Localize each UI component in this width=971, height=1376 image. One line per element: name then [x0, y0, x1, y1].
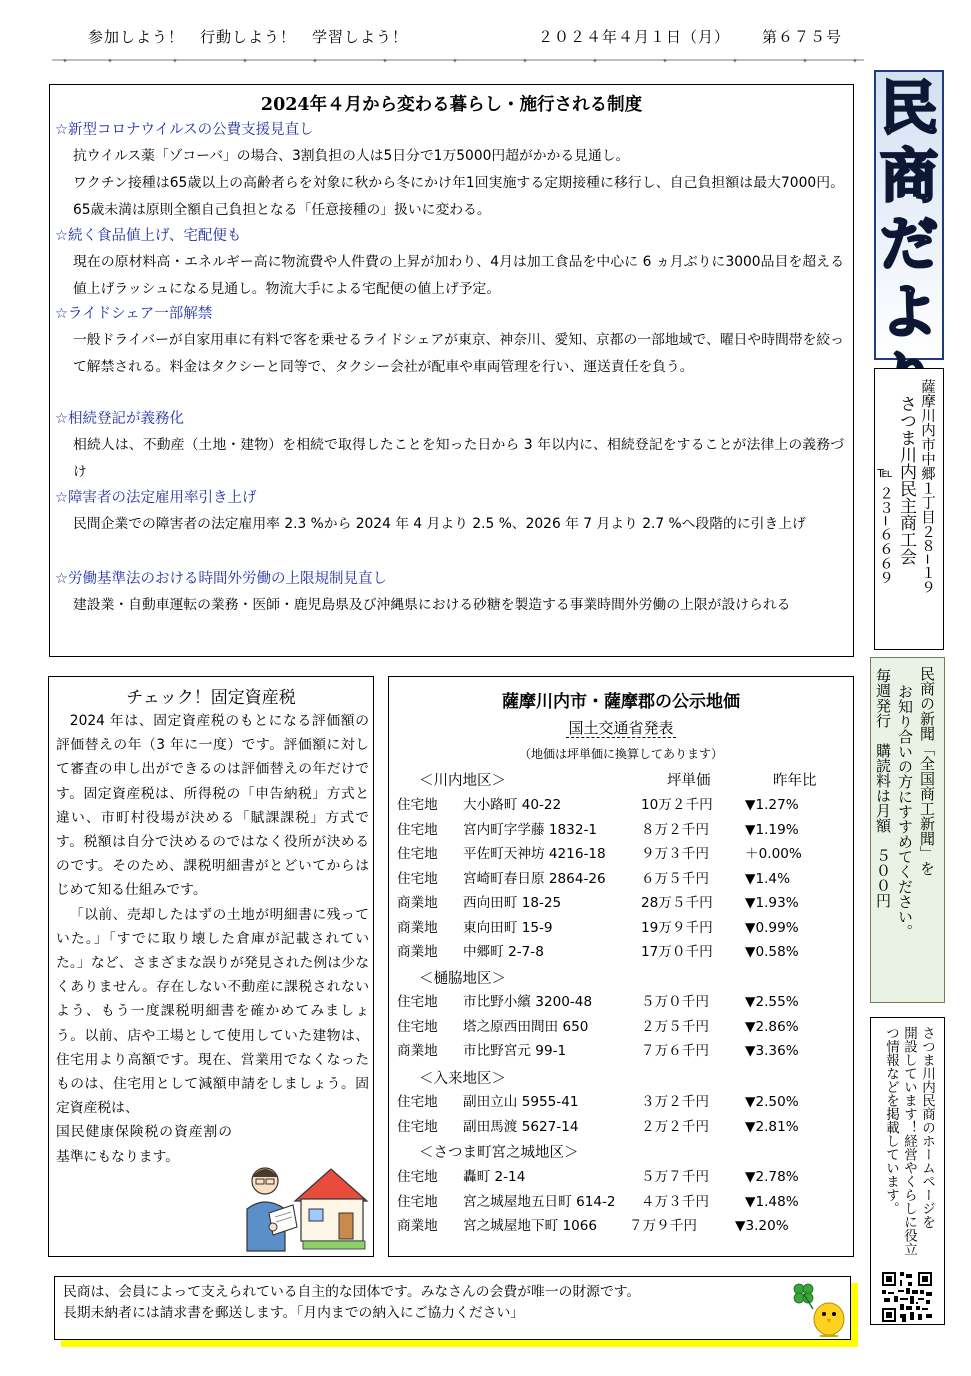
- land-price-row: [397, 1090, 847, 1115]
- section-heading: ☆労働基準法のおける時間外労働の上限規制見直し: [55, 571, 387, 587]
- land-change: ▼3.36%: [745, 1043, 799, 1059]
- land-type: 商業地: [397, 1043, 438, 1059]
- newspaper-ad-line: お知り合いの方にすすめてください。: [896, 684, 914, 939]
- property-tax-title: チェック！固定資産税: [126, 688, 296, 708]
- land-location: 副田立山 5955-41: [463, 1094, 579, 1110]
- land-price-subtitle: [389, 717, 853, 738]
- section-heading: ☆障害者の法定雇用率引き上げ: [55, 490, 257, 506]
- land-price-row: [397, 1115, 847, 1140]
- land-location: 西向田町 18-25: [463, 895, 562, 911]
- land-price-box: [388, 676, 854, 1257]
- column-header-change: 昨年比: [773, 773, 817, 789]
- article-section: [55, 223, 850, 303]
- land-location: 塔之原西田間田 650: [463, 1018, 589, 1035]
- land-price: ５万７千円: [641, 1169, 709, 1185]
- land-price: ４万３千円: [641, 1193, 709, 1210]
- land-price: ６万５千円: [641, 870, 709, 887]
- land-change: ▼1.19%: [745, 821, 799, 838]
- dues-notice-line: 長期未納者には請求書を郵送します。「月内までの納入にご協力ください」: [63, 1305, 525, 1321]
- newspaper-ad-line: 毎週発行 購読料は月額 ５００円: [874, 668, 892, 908]
- svg-text:✦: ✦: [802, 57, 808, 64]
- svg-text:✦: ✦: [382, 57, 388, 64]
- land-price-row: [397, 916, 847, 941]
- land-type: 商業地: [397, 895, 438, 911]
- land-price: ３万２千円: [641, 1094, 709, 1110]
- svg-text:✦: ✦: [852, 57, 858, 64]
- land-type: 商業地: [397, 944, 438, 960]
- article-section: [55, 485, 850, 538]
- header-date: ２０２４年４月１日（月）: [538, 28, 731, 46]
- land-change: ▼2.86%: [745, 1018, 799, 1035]
- land-price: ７万６千円: [641, 1043, 709, 1059]
- land-price-row: [397, 1039, 847, 1064]
- land-type: 住宅地: [397, 821, 438, 838]
- land-price: ２万２千円: [641, 1118, 709, 1135]
- masthead-char: よ: [879, 278, 938, 346]
- land-type: 住宅地: [397, 1018, 438, 1035]
- article-section: [55, 301, 850, 381]
- land-price: ２万５千円: [641, 1018, 709, 1035]
- district-heading: ＜さつま町宮之城地区＞: [419, 1145, 579, 1161]
- property-tax-paragraph: 国民健康保険税の資産割の基準にもなります。: [56, 1124, 232, 1165]
- newspaper-ad-box: [870, 657, 945, 1003]
- land-change: ▼1.4%: [745, 870, 790, 887]
- land-type: 住宅地: [397, 846, 438, 862]
- article-section: [55, 406, 850, 486]
- land-location: 大小路町 40-22: [463, 797, 562, 813]
- svg-text:✦: ✦: [107, 57, 113, 64]
- qr-code-icon[interactable]: [881, 1272, 933, 1322]
- land-type: 住宅地: [397, 994, 438, 1010]
- land-price-row: [397, 990, 847, 1015]
- section-body: 現在の原材料高・エネルギー高に物流費や人件費の上昇が加わり、4月は加工食品を中心に 6 ヵ月ぶりに3000品目を超える値上げラッシュになる見通し。物流大手による宅配便の値上げ予定。: [73, 254, 844, 297]
- land-price: ８万２千円: [641, 821, 709, 838]
- section-heading: ☆新型コロナウイルスの公費支援見直し: [55, 122, 314, 138]
- land-change: ＋0.00%: [745, 846, 802, 862]
- land-change: ▼1.93%: [745, 895, 799, 911]
- property-tax-box: [48, 676, 374, 1257]
- district-heading: ＜入来地区＞: [419, 1071, 506, 1087]
- land-price-row: [397, 891, 847, 916]
- land-type: 商業地: [397, 919, 438, 936]
- land-type: 住宅地: [397, 1169, 438, 1185]
- newspaper-ad-line: 民商の新聞「全国商工新聞」を: [918, 666, 936, 876]
- section-body: ワクチン接種は65歳以上の高齢者らを対象に秋から冬にかけ年1回実施する定期接種に移行し、自己負担額は最大7000円。65歳未満は原則全額自己負担となる「任意接種の」扱いに変わる。: [73, 175, 844, 218]
- svg-text:✦: ✦: [62, 57, 68, 64]
- land-change: ▼2.50%: [745, 1094, 799, 1110]
- land-price-row: [397, 1165, 847, 1190]
- land-location: 市比野宮元 99-1: [463, 1043, 567, 1059]
- clover-chick-illustration: [791, 1281, 847, 1337]
- article-section: [55, 117, 850, 224]
- land-location: 宮内町字学藤 1832-1: [463, 821, 598, 838]
- land-change: ▼2.81%: [745, 1118, 799, 1135]
- land-price: 17万０千円: [641, 944, 713, 960]
- land-price-row: [397, 940, 847, 965]
- masthead-logo: [874, 70, 944, 360]
- land-type: 住宅地: [397, 1193, 438, 1210]
- land-price-row: [397, 793, 847, 818]
- land-location: 東向田町 15-9: [463, 919, 553, 936]
- section-body: 民間企業での障害者の法定雇用率 2.3 %から 2024 年 4 月より 2.5 %、2026 年 7 月より 2.7 %へ段階的に引き上げ: [73, 516, 806, 532]
- header-ornament-rule: [52, 56, 864, 64]
- land-price-row: [397, 1190, 847, 1215]
- land-price-row: [397, 1015, 847, 1040]
- section-body: 建設業・自動車運転の業務・医師・鹿児島県及び沖縄県における砂糖を製造する事業時間外労働の上限が設けられる: [73, 597, 791, 613]
- section-body: 抗ウイルス薬「ゾコーバ」の場合、3割負担の人は5日分で1万5000円超がかかる見通し。: [73, 148, 630, 164]
- land-price-row: [397, 842, 847, 867]
- svg-text:✦: ✦: [242, 57, 248, 64]
- land-price: 28万５千円: [641, 895, 713, 911]
- house-illustration: [233, 1161, 369, 1253]
- section-heading: ☆相続登記が義務化: [55, 411, 184, 427]
- land-price-note: （地価は坪単価に換算してあります）: [518, 747, 723, 761]
- land-price: 10万２千円: [641, 797, 713, 813]
- land-price: 19万９千円: [641, 919, 713, 936]
- masthead-char: 商: [879, 142, 938, 210]
- main-article-box: [49, 84, 854, 657]
- land-type: 住宅地: [397, 870, 438, 887]
- land-change: ▼2.78%: [745, 1169, 799, 1185]
- land-location: 宮之城屋地下町 1066: [463, 1218, 598, 1234]
- website-line: さつま川内民商のホームページを: [919, 1026, 935, 1229]
- address-street: 薩摩川内市中郷１丁目２８−１９: [919, 379, 935, 595]
- address-org: さつま川内民主商工会: [896, 395, 916, 565]
- land-price: ９万３千円: [641, 846, 709, 862]
- masthead-char: だ: [879, 210, 938, 278]
- land-location: 市比野小繽 3200-48: [463, 994, 593, 1010]
- land-price-source: 国土交通省発表: [568, 719, 674, 737]
- dues-notice-box: [54, 1276, 851, 1340]
- land-price-row: [397, 1214, 847, 1239]
- section-heading: ☆続く食品値上げ、宅配便も: [55, 228, 242, 244]
- svg-text:✦: ✦: [312, 57, 318, 64]
- article-section: [55, 566, 850, 619]
- section-body: 相続人は、不動産（土地・建物）を相続で取得したことを知った日から 3 年以内に、相続登記をすることが法律上の義務づけ: [73, 437, 844, 480]
- website-line: つ情報などを掲載しています。: [883, 1026, 899, 1215]
- land-location: 副田馬渡 5627-14: [463, 1118, 579, 1135]
- svg-text:✦: ✦: [522, 57, 528, 64]
- land-change: ▼3.20%: [735, 1218, 789, 1234]
- land-price-row: [397, 818, 847, 843]
- district-heading: ＜樋脇地区＞: [419, 971, 506, 987]
- land-type: 住宅地: [397, 797, 438, 813]
- svg-text:✦: ✦: [172, 57, 178, 64]
- property-tax-body: [56, 709, 369, 1169]
- property-tax-paragraph: 「以前、売却したはずの土地が明細書に残っていた。」「すでに取り壊した倉庫が記載されていた。」など、さまざまな誤りが発見された例は少なくありません。存在しない不動産に課税されないよう、もう一度課税明細書を確かめてみましょう。以前、店や工場として使用していた建物は、住宅用より高額です。現在、営業用でなくなったものは、住宅用として減額申請をしましょう。固定資産税は、: [56, 906, 369, 1117]
- land-price: ７万９千円: [629, 1218, 697, 1234]
- masthead-char: 民: [879, 74, 938, 142]
- land-change: ▼1.27%: [745, 797, 799, 813]
- header-issue-number: 第６７５号: [762, 28, 843, 46]
- section-heading: ☆ライドシェア一部解禁: [55, 306, 213, 322]
- property-tax-paragraph: 2024 年は、固定資産税のもとになる評価額の評価替えの年（3 年に一度）です。評価額に対して審査の申し出ができるのは評価替えの年だけです。固定資産税は、所得税の「申告納税」方式と違い、市町村役場が決める「賦課課税」方式です。税額は自分で決めるのではなく役所が決めるのです。そのため、課税明細書がとどいてからはじめて知る仕組みです。: [56, 713, 369, 899]
- land-type: 住宅地: [397, 1094, 438, 1110]
- district-heading: ＜川内地区＞: [419, 773, 506, 789]
- svg-text:✦: ✦: [732, 57, 738, 64]
- land-location: 轟町 2-14: [463, 1169, 526, 1185]
- land-price-title: 薩摩川内市・薩摩郡の公示地価: [502, 692, 740, 712]
- dues-notice-line: 民商は、会員によって支えられている自主的な団体です。みなさんの会費が唯一の財源です。: [63, 1284, 641, 1300]
- land-change: ▼0.58%: [745, 944, 799, 960]
- address-box: [874, 368, 944, 650]
- svg-text:✦: ✦: [592, 57, 598, 64]
- column-header-price: 坪単価: [667, 773, 711, 789]
- header-slogan: 参加しよう！ 行動しよう！ 学習しよう！: [88, 28, 409, 46]
- land-type: 商業地: [397, 1218, 438, 1234]
- land-location: 宮崎町春日原 2864-26: [463, 870, 606, 887]
- website-line: 開設しています！経営やくらしに役立: [901, 1026, 917, 1256]
- land-price-row: [397, 867, 847, 892]
- land-location: 宮之城屋地五日町 614-2: [463, 1193, 616, 1210]
- dues-notice-text: [63, 1282, 640, 1324]
- main-article-title: 2024年４月から変わる暮らし・施行される制度: [260, 95, 643, 115]
- land-change: ▼2.55%: [745, 994, 799, 1010]
- section-body: 一般ドライバーが自家用車に有料で客を乗せるライドシェアが東京、神奈川、愛知、京都の一部地域で、曜日や時間帯を絞って解禁される。料金はタクシーと同等で、タクシー会社が配車や車両管理を行い、運送責任を負う。: [73, 332, 844, 375]
- land-price: ５万０千円: [641, 994, 709, 1010]
- land-location: 中郷町 2-7-8: [463, 944, 544, 960]
- svg-text:✦: ✦: [662, 57, 668, 64]
- land-location: 平佐町天神坊 4216-18: [463, 846, 606, 862]
- land-change: ▼0.99%: [745, 919, 799, 936]
- land-change: ▼1.48%: [745, 1193, 799, 1210]
- svg-text:✦: ✦: [452, 57, 458, 64]
- address-tel: ℡ ２３−６６６９: [877, 465, 893, 585]
- page-header: [60, 26, 860, 46]
- website-notice-box: [870, 1017, 945, 1325]
- land-type: 住宅地: [397, 1118, 438, 1135]
